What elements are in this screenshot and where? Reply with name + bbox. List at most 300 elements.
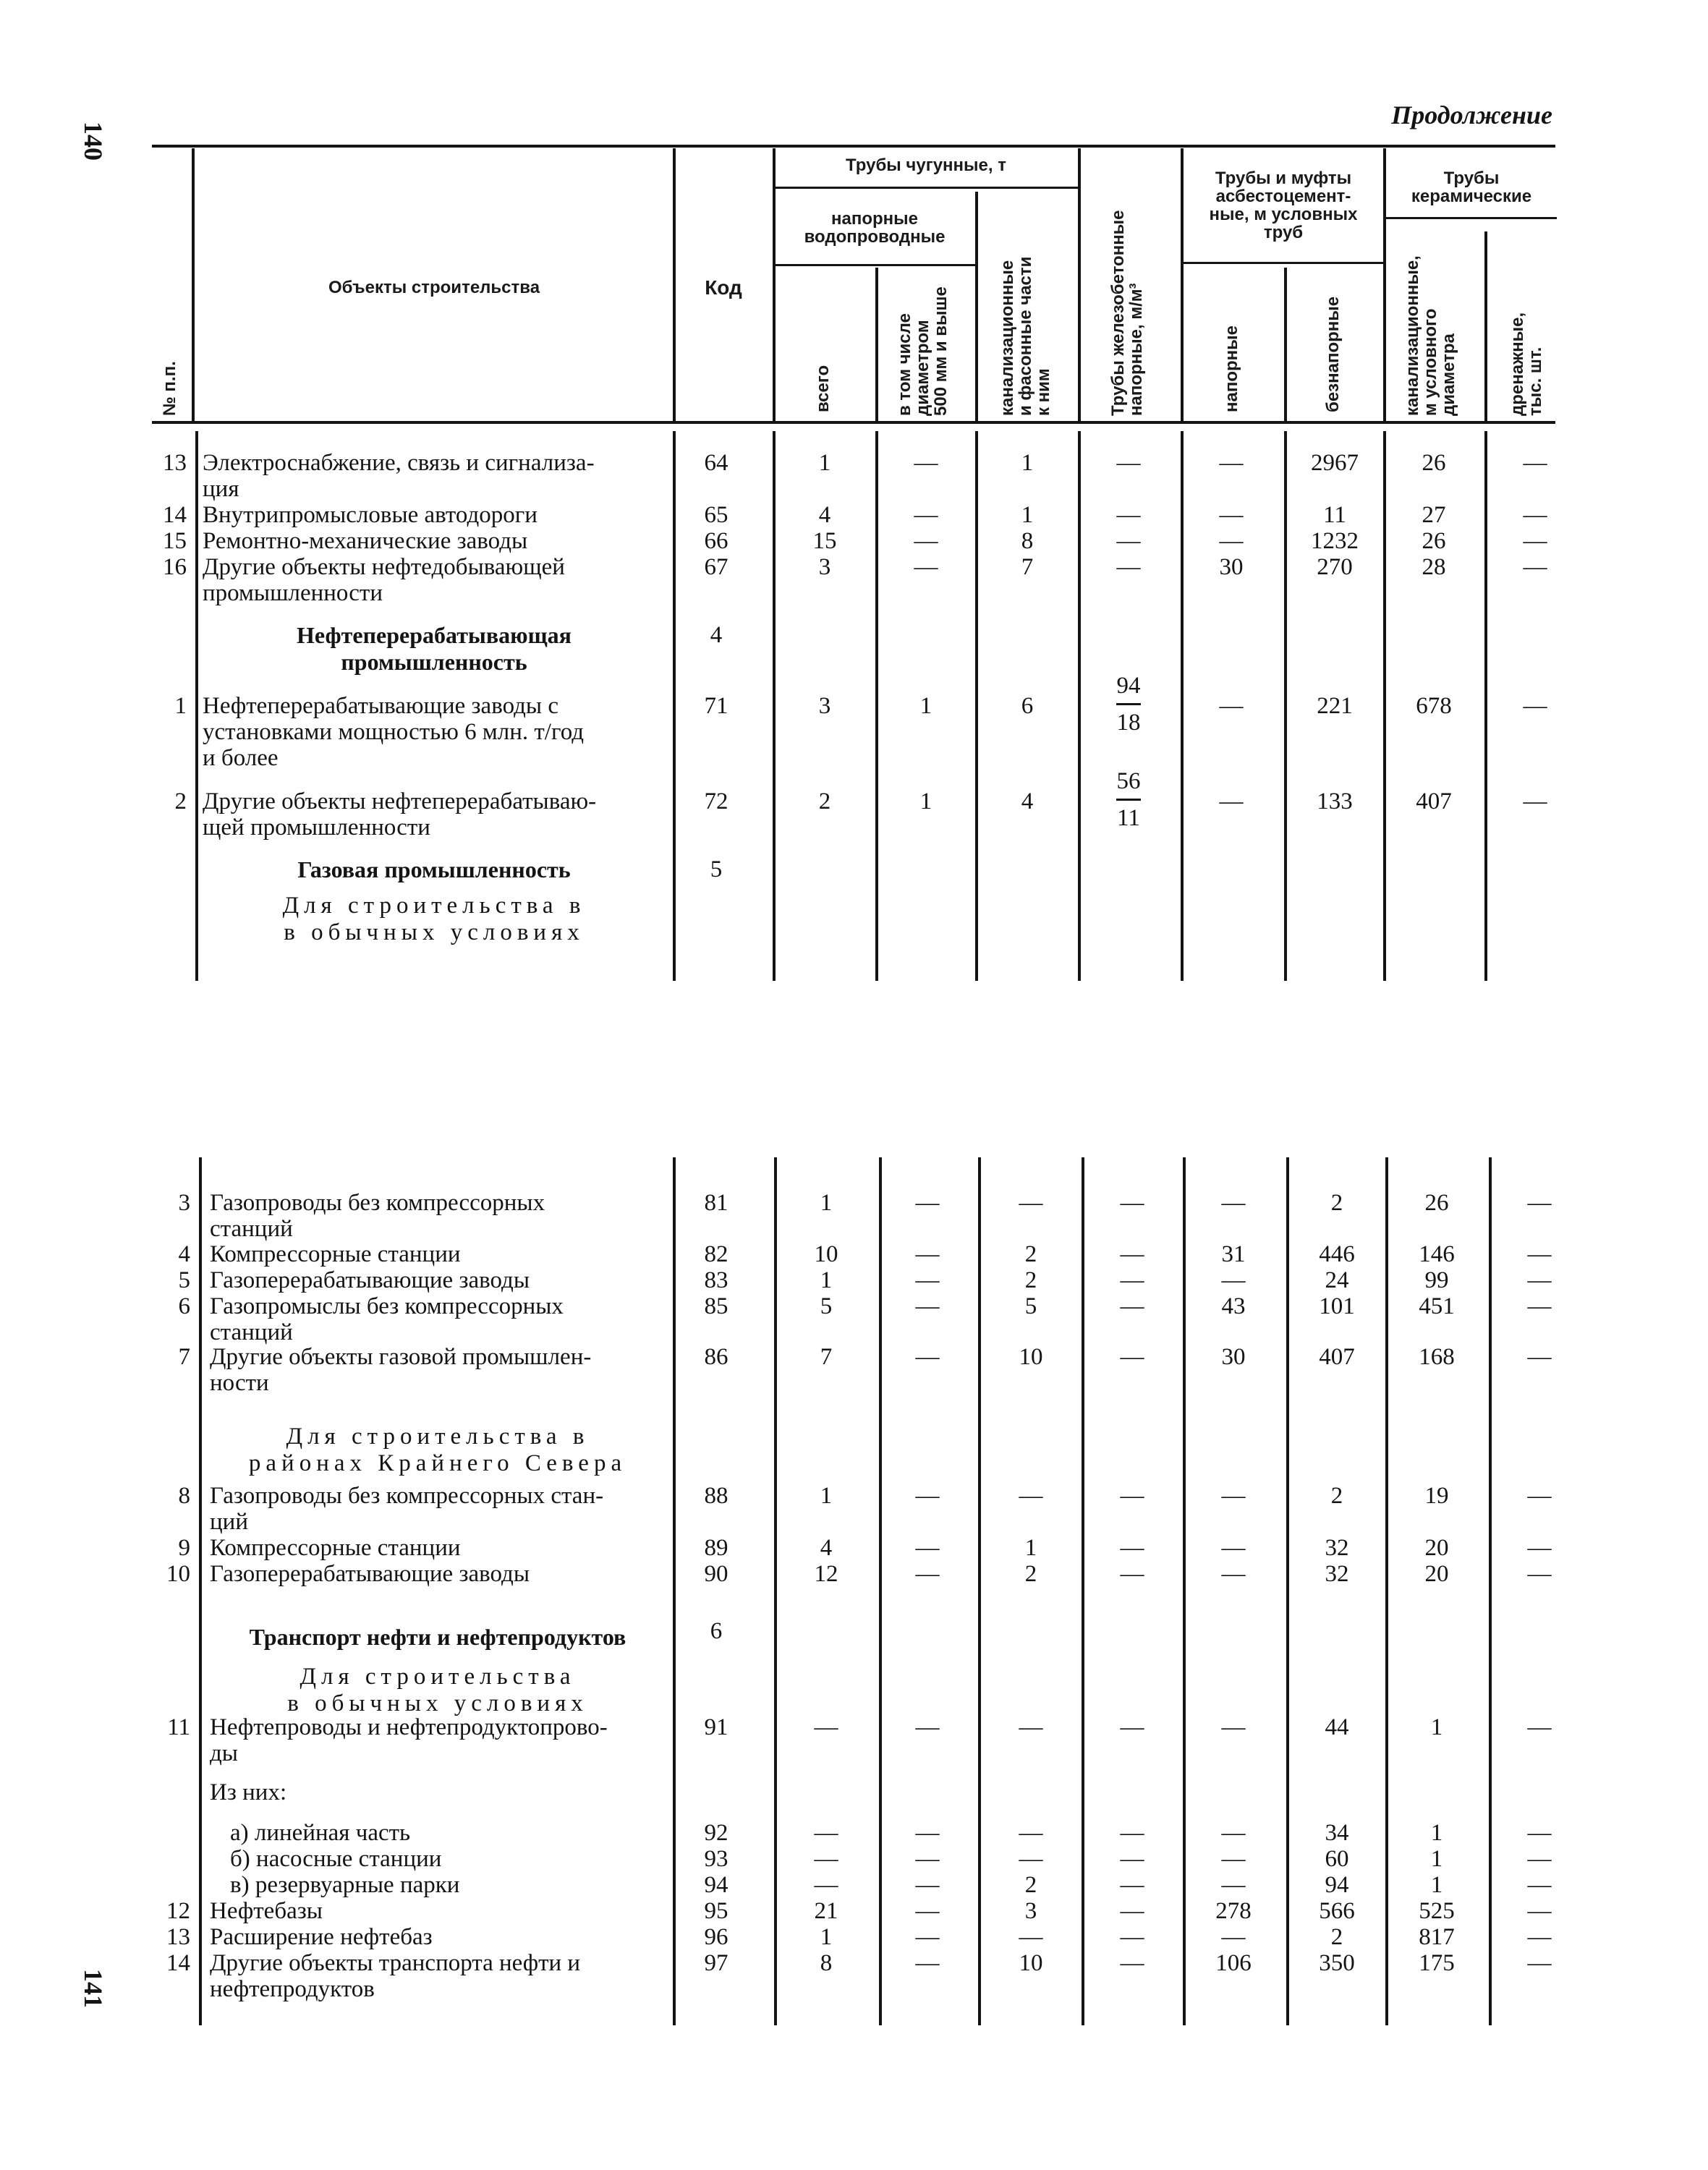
row-name-line: Газопроводы без компрессорных стан- [210,1483,604,1509]
cell-sewer: — [1019,1924,1043,1950]
cell-concrete: — [1120,1293,1144,1319]
cell-nonpressure: 221 [1317,693,1353,719]
cell-pressure: 278 [1215,1898,1252,1924]
cell-sewer: 3 [1024,1898,1037,1924]
row-name-line: щей промышленности [203,814,430,841]
row-name [210,1190,673,1242]
row-code: 66 [704,528,728,554]
cell-pressure: 30 [1221,1344,1246,1370]
row-number: 9 [178,1535,190,1561]
row-number: 7 [178,1344,190,1370]
cell-pressure: — [1221,1714,1246,1740]
cell-nonpressure: 1232 [1311,528,1359,554]
row-name [210,1293,673,1345]
header-text-line: труб [1263,223,1304,242]
cell-drainage: — [1527,1872,1552,1898]
header-col-concrete [1109,210,1145,416]
col-divider [773,148,776,421]
header-col-diameter [896,286,950,416]
cell-sewer: — [1019,1846,1043,1872]
row-name-line: а) линейная часть [230,1820,411,1846]
row-code: 96 [704,1924,728,1950]
header-text-line: канализационные [998,260,1017,416]
fraction-numerator: 94 [1116,673,1141,699]
subsection-far-north [206,1424,669,1477]
header-text-line: напорные, м/м³ [1126,283,1146,416]
cell-total: 21 [814,1898,838,1924]
row-code: 83 [704,1267,728,1293]
col-divider [1284,268,1287,421]
cell-concrete: — [1120,1714,1144,1740]
cell-diameter: — [914,450,938,476]
cell-total: 7 [820,1344,833,1370]
cell-sewer: 2 [1024,1872,1037,1898]
row-code: 86 [704,1344,728,1370]
subsection-line: Для строительства в [286,1424,590,1450]
cell-concrete: — [1120,1190,1144,1216]
header-rule [773,264,975,266]
cell-concrete-fraction [1078,768,1179,831]
header-text-line: к ним [1034,368,1053,416]
cell-nonpressure: 407 [1319,1344,1355,1370]
cell-diameter: — [914,502,938,528]
cell-nonpressure: 34 [1325,1820,1349,1846]
row-name-line: промышленности [203,580,383,606]
row-number: 13 [163,450,187,476]
cell-ceramic: 817 [1419,1924,1455,1950]
cell-diameter: — [915,1483,940,1509]
cell-concrete: — [1120,1820,1144,1846]
row-code: 91 [704,1714,728,1740]
header-rule [1383,217,1557,219]
row-name-line: ды [210,1740,238,1766]
cell-ceramic: 20 [1424,1561,1449,1587]
header-col-nonpressure: безнапорные [1323,296,1343,412]
cell-drainage: — [1523,528,1547,554]
cell-pressure: — [1221,1267,1246,1293]
header-text-line: Трубы и муфты [1215,169,1352,188]
cell-ceramic: 146 [1419,1241,1455,1267]
subsection-normal-conditions-2 [206,1664,669,1717]
cell-total: — [814,1846,838,1872]
cell-drainage: — [1527,1950,1552,1976]
cell-concrete: — [1116,554,1141,580]
row-number: 16 [163,554,187,580]
cell-sewer: 7 [1021,554,1034,580]
section-code-transport: 6 [710,1618,723,1644]
cell-total: 10 [814,1241,838,1267]
body-col-line [199,1157,202,2025]
cell-diameter: 1 [919,788,932,814]
row-name-line: Компрессорные станции [210,1241,461,1267]
cell-nonpressure: 44 [1325,1714,1349,1740]
cell-nonpressure: 133 [1317,788,1353,814]
cell-pressure: — [1219,693,1244,719]
row-name-line: Другие объекты нефтедобывающей [203,554,565,580]
subsection-line: в обычных условиях [287,1690,588,1716]
cell-ceramic: 1 [1430,1714,1443,1740]
section-title-line: промышленность [341,649,527,675]
cell-pressure: — [1221,1924,1246,1950]
header-text-line: Трубы [1443,169,1500,188]
row-code: 71 [704,693,728,719]
row-code: 90 [704,1561,728,1587]
row-code: 94 [704,1872,728,1898]
row-name-line: Электроснабжение, связь и сигнализа- [203,450,595,476]
row-name [210,1950,673,2002]
row-number: 3 [178,1190,190,1216]
row-name-line: Нефтебазы [210,1898,323,1924]
header-col-num: № п.п. [160,361,179,416]
cell-diameter: — [915,1293,940,1319]
cell-ceramic: 168 [1419,1344,1455,1370]
row-name-line: Газопроводы без компрессорных [210,1190,545,1216]
cell-total: — [814,1714,838,1740]
header-text-line: и фасонные части [1016,256,1035,416]
page-number-top: 140 [79,122,108,161]
cell-concrete: — [1120,1535,1144,1561]
cell-sewer: — [1019,1820,1043,1846]
cell-drainage: — [1523,788,1547,814]
row-name-line: и более [203,745,279,771]
row-number: 6 [178,1293,190,1319]
cell-total: 1 [818,450,831,476]
cell-pressure: — [1219,450,1244,476]
row-number: 2 [174,788,187,814]
cell-drainage: — [1527,1293,1552,1319]
cell-total: 15 [812,528,837,554]
row-code: 88 [704,1483,728,1509]
row-name [210,1924,673,1950]
row-name-line: установками мощностью 6 млн. т/год [203,719,585,745]
cell-pressure: — [1221,1535,1246,1561]
cell-concrete: — [1120,1950,1144,1976]
row-name [203,554,666,606]
cell-drainage: — [1527,1483,1552,1509]
header-text-line: напорные [831,209,918,229]
cell-pressure: 106 [1215,1950,1252,1976]
cell-diameter: — [915,1898,940,1924]
row-name [210,1483,673,1535]
row-name-line: Газоперерабатывающие заводы [210,1561,530,1587]
cell-drainage: — [1527,1267,1552,1293]
row-name-line: Нефтепроводы и нефтепродуктопрово- [210,1714,608,1740]
cell-ceramic: 26 [1422,528,1446,554]
cell-total: 1 [820,1190,833,1216]
cell-drainage: — [1527,1190,1552,1216]
row-code: 67 [704,554,728,580]
cell-sewer: — [1019,1190,1043,1216]
cell-sewer: — [1019,1714,1043,1740]
header-text-line: м условного [1421,308,1440,416]
cell-sewer: 1 [1024,1535,1037,1561]
cell-drainage: — [1527,1344,1552,1370]
cell-concrete: — [1120,1924,1144,1950]
header-col-pressure: напорные [1222,326,1241,412]
row-code: 92 [704,1820,728,1846]
header-text-line: ные, м условных [1209,205,1358,224]
cell-total: 1 [820,1267,833,1293]
col-divider [192,148,195,421]
row-name-line: Газопромыслы без компрессорных [210,1293,564,1319]
cell-pressure: — [1221,1483,1246,1509]
header-text-line: асбестоцемент- [1215,187,1351,206]
cell-nonpressure: 2 [1330,1483,1343,1509]
cell-total: 4 [818,502,831,528]
header-text-line: водопроводные [804,227,946,247]
row-name [230,1846,693,1872]
row-code: 89 [704,1535,728,1561]
cell-diameter: — [915,1820,940,1846]
cell-concrete: — [1120,1483,1144,1509]
cell-nonpressure: 32 [1325,1561,1349,1587]
row-code: 95 [704,1898,728,1924]
header-text-line: диаметра [1439,333,1458,416]
header-group-asbestos [1184,169,1383,242]
row-name-line: Расширение нефтебаз [210,1924,433,1950]
cell-total: — [814,1872,838,1898]
cell-total: 4 [820,1535,833,1561]
header-bottom-rule [152,421,1555,424]
row-number: 12 [166,1898,190,1924]
cell-diameter: — [915,1190,940,1216]
cell-total: 8 [820,1950,833,1976]
row-name [203,502,666,528]
row-name-line: Компрессорные станции [210,1535,461,1561]
cell-drainage: — [1527,1846,1552,1872]
cell-sewer: — [1019,1483,1043,1509]
cell-diameter: 1 [919,693,932,719]
cell-ceramic: 20 [1424,1535,1449,1561]
cell-diameter: — [915,1267,940,1293]
subsection-line: районах Крайнего Севера [248,1450,627,1476]
header-top-rule [152,145,1555,148]
header-group-ceramic [1385,169,1558,205]
section-title-line: Нефтеперерабатывающая [297,622,572,648]
continuation-label: Продолжение [1391,101,1552,129]
cell-ceramic: 678 [1416,693,1452,719]
cell-pressure: — [1221,1190,1246,1216]
cell-nonpressure: 94 [1325,1872,1349,1898]
cell-diameter: — [915,1846,940,1872]
cell-pressure: — [1221,1872,1246,1898]
row-number: 8 [178,1483,190,1509]
row-name-line: Ремонтно-механические заводы [203,528,528,554]
row-number: 14 [163,502,187,528]
cell-sewer: 8 [1021,528,1034,554]
col-divider [1078,148,1081,421]
section-title-transport: Транспорт нефти и нефтепродуктов [249,1624,626,1650]
subsection-line: Для строительства в [282,893,586,919]
cell-drainage: — [1523,450,1547,476]
cell-diameter: — [915,1714,940,1740]
col-divider [975,192,978,421]
cell-total: 5 [820,1293,833,1319]
row-name-line: ности [210,1370,269,1396]
header-text-line: диаметром [913,320,932,416]
header-text-line: 500 мм и выше [931,286,951,416]
cell-concrete: — [1116,450,1141,476]
cell-drainage: — [1527,1820,1552,1846]
cell-nonpressure: 270 [1317,554,1353,580]
cell-concrete: — [1116,528,1141,554]
cell-total: 3 [818,693,831,719]
cell-concrete-fraction [1078,673,1179,736]
cell-nonpressure: 350 [1319,1950,1355,1976]
page-number-bottom: 141 [79,1969,108,2008]
row-name-line: Другие объекты транспорта нефти и [210,1950,581,1976]
cell-sewer: 2 [1024,1267,1037,1293]
cell-sewer: 1 [1021,450,1034,476]
fraction-denominator: 11 [1117,805,1140,831]
cell-drainage: — [1527,1714,1552,1740]
row-number: 5 [178,1267,190,1293]
cell-total: 2 [818,788,831,814]
row-name-line: станций [210,1216,293,1242]
row-code: 64 [704,450,728,476]
cell-ceramic: 27 [1422,502,1446,528]
cell-pressure: 43 [1221,1293,1246,1319]
header-text-line: дренажные, [1508,312,1527,416]
row-code: 97 [704,1950,728,1976]
cell-sewer: 2 [1024,1561,1037,1587]
row-name-line: Внутрипромысловые автодороги [203,502,538,528]
row-name [210,1714,673,1766]
cell-diameter: — [914,528,938,554]
row-code: 72 [704,788,728,814]
header-sub-pressure-water [774,210,975,246]
cell-sewer: 6 [1021,693,1034,719]
row-code: 81 [704,1190,728,1216]
cell-drainage: — [1523,554,1547,580]
header-col-ceramic-sewer [1403,255,1458,416]
section-title-refining [203,622,666,676]
cell-ceramic: 26 [1424,1190,1449,1216]
cell-pressure: — [1219,788,1244,814]
header-text-line: канализационные, [1403,255,1422,416]
cell-concrete: — [1120,1267,1144,1293]
row-name [210,1241,673,1267]
cell-nonpressure: 32 [1325,1535,1349,1561]
cell-concrete: — [1120,1344,1144,1370]
col-divider [875,268,878,421]
header-text-line: тыс. шт. [1526,346,1545,416]
cell-diameter: — [915,1535,940,1561]
cell-concrete: — [1116,502,1141,528]
cell-concrete: — [1120,1898,1144,1924]
cell-nonpressure: 11 [1323,502,1346,528]
row-name-line: станций [210,1319,293,1345]
section-code-refining: 4 [710,622,723,648]
row-name [210,1898,673,1924]
cell-nonpressure: 101 [1319,1293,1355,1319]
header-text-line: Трубы железобетонные [1108,210,1128,416]
cell-diameter: — [914,554,938,580]
cell-drainage: — [1527,1561,1552,1587]
cell-diameter: — [915,1241,940,1267]
cell-nonpressure: 446 [1319,1241,1355,1267]
cell-ceramic: 19 [1424,1483,1449,1509]
cell-total: 1 [820,1924,833,1950]
cell-concrete: — [1120,1241,1144,1267]
cell-concrete: — [1120,1846,1144,1872]
cell-pressure: 31 [1221,1241,1246,1267]
cell-drainage: — [1523,502,1547,528]
section-code-gas: 5 [710,856,723,882]
row-code: 82 [704,1241,728,1267]
cell-ceramic: 26 [1422,450,1446,476]
cell-pressure: — [1219,502,1244,528]
cell-pressure: — [1221,1846,1246,1872]
header-col-objects: Объекты строительства [328,278,540,297]
body-col-line [195,431,198,981]
cell-pressure: — [1221,1561,1246,1587]
row-name-line: Другие объекты газовой промышлен- [210,1344,592,1370]
cell-diameter: — [915,1872,940,1898]
cell-ceramic: 1 [1430,1820,1443,1846]
body-col-line [673,431,676,981]
col-divider [673,148,676,421]
row-name-line: Нефтеперерабатывающие заводы с [203,693,558,719]
header-col-code: Код [705,276,742,299]
row-name [210,1344,673,1396]
cell-pressure: — [1221,1820,1246,1846]
cell-pressure: 30 [1219,554,1244,580]
row-number: 15 [163,528,187,554]
row-number: 10 [166,1561,190,1587]
cell-total: — [814,1820,838,1846]
row-name [230,1820,693,1846]
row-code: 93 [704,1846,728,1872]
cell-nonpressure: 60 [1325,1846,1349,1872]
cell-drainage: — [1523,693,1547,719]
cell-drainage: — [1527,1924,1552,1950]
cell-concrete: — [1120,1872,1144,1898]
fraction-bar [1116,703,1141,705]
section-title-gas: Газовая промышленность [297,856,571,882]
cell-drainage: — [1527,1898,1552,1924]
cell-nonpressure: 24 [1325,1267,1349,1293]
header-rule [773,187,1078,189]
fraction-bar [1116,799,1141,801]
cell-ceramic: 1 [1430,1872,1443,1898]
cell-drainage: — [1527,1535,1552,1561]
cell-sewer: 1 [1021,502,1034,528]
of-them-label: Из них: [210,1779,287,1805]
cell-total: 3 [818,554,831,580]
row-number: 14 [166,1950,190,1976]
cell-ceramic: 407 [1416,788,1452,814]
row-name [203,450,666,502]
cell-ceramic: 525 [1419,1898,1455,1924]
row-name-line: ций [210,1509,248,1535]
col-divider [1484,231,1487,421]
cell-nonpressure: 566 [1319,1898,1355,1924]
cell-sewer: 4 [1021,788,1034,814]
cell-sewer: 10 [1019,1344,1043,1370]
cell-pressure: — [1219,528,1244,554]
row-name-line: Газоперерабатывающие заводы [210,1267,530,1293]
row-code: 65 [704,502,728,528]
cell-sewer: 10 [1019,1950,1043,1976]
row-name-line: ция [203,476,239,502]
cell-diameter: — [915,1344,940,1370]
row-name [203,528,666,554]
row-name-line: в) резервуарные парки [230,1872,460,1898]
row-name [203,693,666,771]
cell-ceramic: 1 [1430,1846,1443,1872]
header-group-cast-iron: Трубы чугунные, т [846,156,1006,175]
